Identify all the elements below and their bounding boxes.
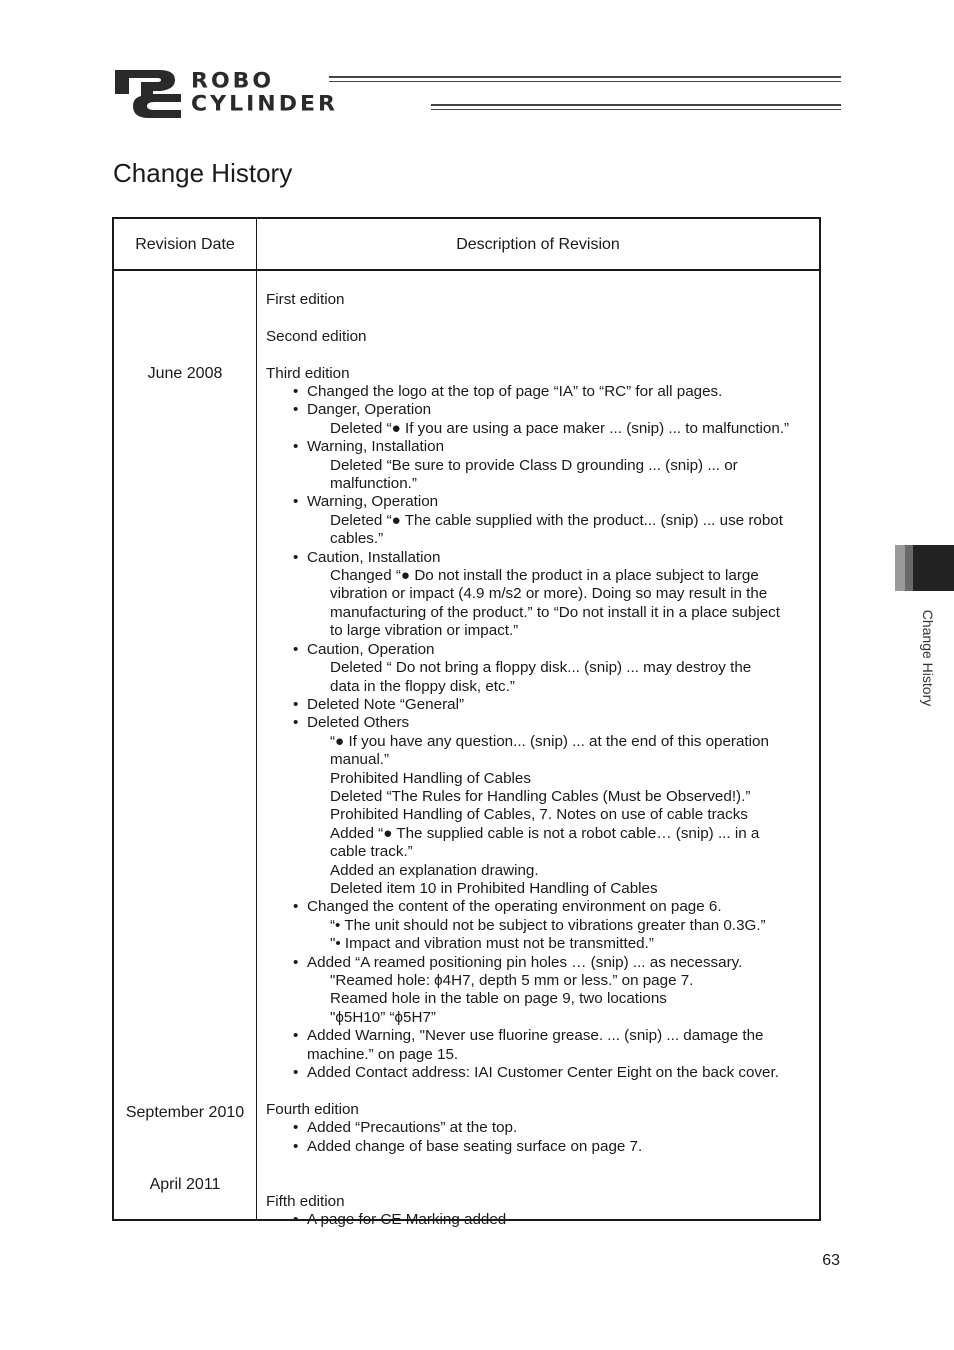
- bullet-continuation: machine.” on page 15.: [307, 1045, 459, 1063]
- sub-item: "Reamed hole: ϕ4H7, depth 5 mm or less.” on page 7.: [330, 972, 694, 989]
- sub-item: “• The unit should not be subject to vibrations greater than 0.3G.”: [330, 916, 766, 934]
- sub-item: Deleted “● If you are using a pace maker ... (snip) ... to malfunction.”: [330, 419, 790, 437]
- sub-item: Deleted “ Do not bring a floppy disk... (snip) ... may destroy the: [330, 659, 752, 677]
- sub-item: Prohibited Handling of Cables, 7. Notes on use of cable tracks: [330, 806, 748, 824]
- sub-item: Reamed hole in the table on page 9, two locations: [330, 990, 667, 1008]
- side-tab-label: Change History: [920, 609, 936, 707]
- bullet-item: • Warning, Operation: [266, 493, 816, 511]
- bullet-item: • Changed the content of the operating environment on page 6.: [266, 898, 816, 916]
- sub-item: to large vibration or impact.”: [330, 622, 519, 640]
- edition-heading: First edition: [266, 291, 345, 308]
- spacer: [266, 1174, 816, 1192]
- bullet-item: • Added “Precautions” at the top.: [266, 1119, 816, 1137]
- sub-item: vibration or impact (4.9 m/s2 or more). Doing so may result in the: [330, 585, 768, 603]
- sub-item: manual.”: [330, 751, 390, 769]
- header-divider: [114, 269, 819, 271]
- bullet-item: • Deleted Others: [266, 714, 816, 732]
- robo-cylinder-logo: [113, 68, 843, 120]
- sub-item: "ϕ5H10” “ϕ5H7”: [330, 1008, 436, 1026]
- sub-item: cable track.”: [330, 843, 413, 861]
- bullet-item: • Deleted Note “General”: [266, 696, 816, 714]
- bullet-item: • Added “A reamed positioning pin holes … (snip) ... as necessary.: [266, 954, 816, 972]
- bullet-item: • Danger, Operation: [266, 401, 816, 419]
- bullet-item: • Changed the logo at the top of page “IA” to “RC” for all pages.: [266, 383, 816, 401]
- header-description: Description of Revision: [456, 236, 620, 253]
- sub-item: manufacturing of the product.” to “Do not install it in a place subject: [330, 603, 780, 621]
- page-number: 63: [822, 1252, 840, 1269]
- page-title: Change History: [113, 158, 293, 188]
- edition-heading: Fourth edition: [266, 1100, 359, 1118]
- header-rule: [329, 76, 841, 78]
- sub-item: Prohibited Handling of Cables: [330, 769, 531, 787]
- spacer: [266, 1156, 816, 1174]
- revision-date: June 2008: [147, 365, 223, 382]
- header-rule: [431, 104, 841, 106]
- revision-date: September 2010: [125, 1104, 245, 1121]
- sub-item: Deleted “The Rules for Handling Cables (Must be Observed!).”: [330, 787, 751, 805]
- header-rule: [431, 109, 841, 110]
- header-rule: [329, 81, 841, 82]
- bullet-item: • Caution, Installation: [266, 549, 816, 567]
- bullet-item: • A page for CE Marking added: [266, 1211, 816, 1229]
- spacer: [266, 309, 816, 327]
- sub-item: Added an explanation drawing.: [330, 861, 539, 879]
- bullet-item: • Warning, Installation: [266, 438, 816, 456]
- sub-item: Deleted item 10 in Prohibited Handling of Cables: [330, 879, 658, 897]
- sub-item: Deleted “Be sure to provide Class D grounding ... (snip) ... or: [330, 456, 738, 474]
- sub-item: “● If you have any question... (snip) ... at the end of this operation: [330, 732, 769, 750]
- sub-item: Added “● The supplied cable is not a robot cable… (snip) ... in a: [330, 824, 760, 842]
- edition-heading: Fifth edition: [266, 1192, 345, 1210]
- sub-item: Deleted “● The cable supplied with the product... (snip) ... use robot: [330, 511, 783, 529]
- spacer: [266, 1082, 816, 1100]
- revision-descriptions: [266, 291, 816, 1230]
- edition-heading: Third edition: [266, 364, 350, 382]
- sub-item: malfunction.”: [330, 475, 417, 493]
- header-revision-date: Revision Date: [135, 236, 235, 253]
- bullet-item: • Added change of base seating surface on page 7.: [266, 1138, 816, 1156]
- logo-word-robo: ROBO: [191, 69, 275, 94]
- bullet-item: • Added Warning, "Never use fluorine grease. ... (snip) ... damage the: [266, 1027, 816, 1045]
- sub-item: Changed “● Do not install the product in a place subject to large: [330, 567, 759, 585]
- spacer: [266, 346, 816, 364]
- logo-word-cylinder: CYLINDER: [191, 92, 338, 117]
- rc-logo-mark-icon: [113, 68, 183, 118]
- sub-item: data in the floppy disk, etc.”: [330, 677, 515, 695]
- column-divider: [256, 219, 257, 1219]
- sub-item: cables.”: [330, 530, 384, 548]
- edition-heading: Second edition: [266, 327, 367, 345]
- change-history-table: [112, 217, 821, 1229]
- bullet-item: • Added Contact address: IAI Customer Center Eight on the back cover.: [266, 1064, 816, 1082]
- revision-date: April 2011: [149, 1176, 221, 1193]
- bullet-item: • Caution, Operation: [266, 641, 816, 659]
- sub-item: "• Impact and vibration must not be transmitted.”: [330, 935, 654, 953]
